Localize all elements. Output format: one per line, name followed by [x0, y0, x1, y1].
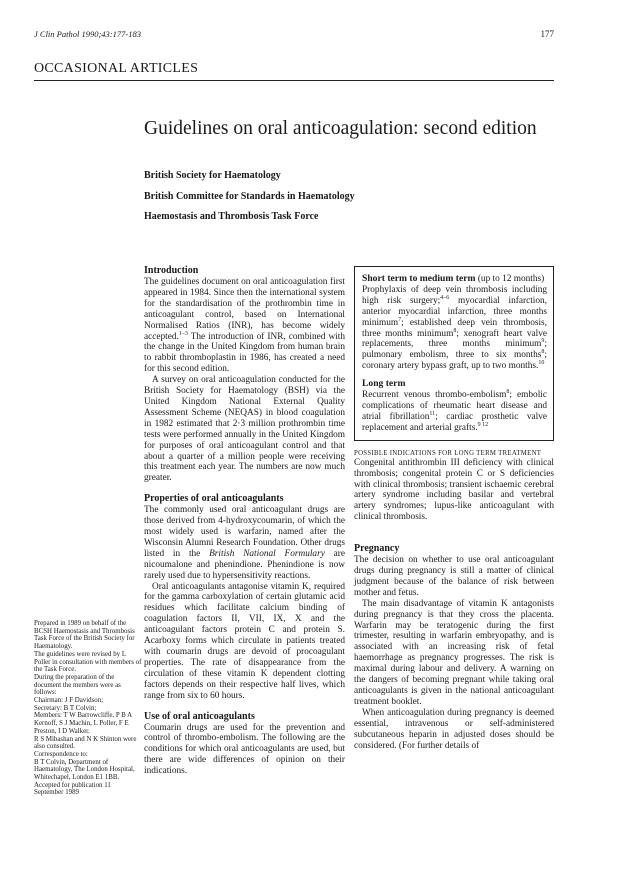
correspondence-address: B T Colvin, Department of Haematology, The London Hospital, Whitechapel, London E1 1BB. — [34, 758, 135, 782]
journal-reference: J Clin Pathol 1990;43:177-183 — [34, 29, 141, 39]
revised-note: The guidelines were revised by L Poller in consultation with members of the Task Force. — [34, 650, 142, 674]
author-line-3: Haemostasis and Thrombosis Task Force — [144, 211, 319, 222]
article-title: Guidelines on oral anticoagulation: second edition — [144, 118, 537, 139]
page-number: 177 — [540, 29, 554, 39]
short-term-ref-2: 7 — [398, 316, 402, 323]
short-term-text-d: ; xenograft heart valve replacements, three months minimum — [362, 328, 548, 350]
long-term-text-c: ; cardiac prosthetic valve replacement and arterial grafts. — [362, 411, 548, 433]
author-line-2: British Committee for Standards in Haematology — [144, 191, 355, 202]
properties-heading: Properties of oral anticoagulants — [144, 493, 284, 505]
long-term-text — [362, 390, 547, 434]
short-term-ref-4: 9 — [541, 338, 545, 345]
introduction-paragraph-1 — [144, 277, 345, 375]
pregnancy-heading: Pregnancy — [354, 543, 400, 555]
introduction-reference: 1–3 — [178, 330, 188, 337]
short-term-ref-3: 8 — [453, 327, 457, 334]
short-term-text-f: ; coronary artery bypass graft, up to two months. — [362, 350, 547, 372]
secretary-note: Secretary: B T Colvin; — [34, 704, 97, 712]
chairman-note: Chairman: J F Davidson; — [34, 697, 104, 705]
short-term-text-a: Prophylaxis of deep vein thrombosis including high risk surgery; — [362, 284, 547, 306]
marginal-notes — [34, 620, 142, 797]
long-term-ref-3: 9 12 — [477, 421, 489, 428]
short-term-text-e: ; pulmonary embolism, three to six months — [362, 339, 547, 361]
accepted-note: Accepted for publication 11 September 1989 — [34, 781, 111, 797]
introduction-paragraph-2: A survey on oral anticoagulation conducted for the British Society for Haematology (BSH) via the United Kingdom National External Quality Assessment Scheme (NEQAS) in blood coagulation in 1982 estimated that 2·3 million prothrombin time tests were performed annually in the United Kingdom for purposes of oral anticoagulant control and that about a quarter of a million people were receiving this treatment each year. The numbers are now much greater. — [144, 375, 345, 484]
correspondence-label: Correspondence to: — [34, 750, 88, 758]
short-term-text-b: myocardial infarction, anterior myocardial infarction, three months minimum — [362, 295, 547, 328]
long-term-text-a: Recurrent venous thrombo-embolism — [362, 390, 507, 401]
members-list-note: Members: T W Barrowcliffe, P B A Kernoff, S J Machin, L Poller, F E Preston, I D Walker. — [34, 712, 132, 735]
short-term-ref-1: 4–6 — [440, 294, 450, 301]
pregnancy-paragraph-1: The decision on whether to use oral anticoagulant drugs during pregnancy is still a matter of clinical judgment because of the balance of risk between mother and fetus. — [354, 555, 554, 598]
properties-text-1a: The commonly used oral anticoagulant drugs are those derived from 4-hydroxycoumarin, of which the most widely used is warfarin, named after the Wisconsin Alumni Research Foundation. Other drugs listed in the — [144, 505, 345, 559]
introduction-text-1a: The guidelines document on oral anticoagulation first appeared in 1984. Since then the international system for the standardisation of the prothrombin time in anticoagulant control, based on International Normalised Ratios (INR), has become widely accepted. — [144, 277, 345, 342]
consulted-note: R S Mibashan and N K Shinton were also consulted. — [34, 735, 137, 751]
short-term-text-c: ; established deep vein thrombosis, three months minimum — [362, 317, 547, 339]
prepared-note: Prepared in 1989 on behalf of the BCSH Haemostasis and Thrombosis Task Force of the British Society for Haematology. — [34, 620, 135, 651]
pregnancy-paragraph-3: When anticoagulation during pregnancy is deemed essential, intravenous or self-administered subcutaneous heparin in adjusted doses should be considered. (For further details of — [354, 707, 554, 751]
long-term-ref-1: 8 — [506, 388, 510, 395]
left-column — [144, 265, 345, 777]
use-paragraph-1: Coumarin drugs are used for the prevention and control of thrombo-embolism. The following are the conditions for which oral anticoagulants are used, but there are wide differences of opinion on their indications. — [144, 722, 345, 777]
section-divider — [34, 80, 554, 81]
introduction-heading: Introduction — [144, 265, 199, 276]
right-column — [354, 266, 554, 751]
pregnancy-paragraph-2: The main disadvantage of vitamin K antagonists during pregnancy is that they cross the placenta. Warfarin may be teratogenic during the first trimester, resulting in warfarin embryopathy, and is associated with an increasing risk of fetal haemorrhage as pregnancy progresses. The risk is maximal during labour and delivery. A warning on the dangers of becoming pregnant while taking oral anticoagulants is given in the national anticoagulant treatment booklet. — [354, 598, 554, 707]
long-term-ref-2: 11 — [429, 410, 436, 417]
short-term-heading: Short term to medium term — [362, 273, 476, 284]
short-term-ref-6: 10 — [538, 360, 545, 367]
properties-text-1b: are nicoumalone and phenindione. Phenindione is now rarely used due to hypersensitivity reactions. — [144, 548, 345, 581]
indications-box — [354, 266, 554, 441]
introduction-text-1b: The introduction of INR, combined with the change in the United Kingdom from human brain to rabbit thromboplastin in 1986, has created a need for this second edition. — [144, 331, 345, 375]
properties-formulary-title: British National Formulary — [209, 548, 325, 559]
long-term-heading: Long term — [362, 378, 406, 390]
short-term-text — [362, 285, 547, 372]
section-heading: OCCASIONAL ARTICLES — [34, 61, 199, 76]
properties-paragraph-1 — [144, 505, 345, 581]
use-heading: Use of oral anticoagulants — [144, 710, 255, 722]
possible-indications-text: Congenital antithrombin III deficiency with clinical thrombosis; congenital protein C or S deficiencies with clinical thrombosis; transient ischaemic cerebral artery syndrome including basilar and vertebral artery syndromes; lupus-like anticoagulant with clinical thrombosis. — [354, 457, 554, 523]
properties-paragraph-2: Oral anticoagulants antagonise vitamin K, required for the gamma carboxylation of certain glutamic acid residues which facilitate calcium binding of coagulation factors II, VII, IX, X and the anticoagulant factors protein C and protein S. Acarboxy forms which circulate in patients treated with coumarin drugs are devoid of procoagulant properties. The rate of disappearance from the circulation of these vitamin K dependent clotting factors depends on their respective half lives, which range from six to 60 hours. — [144, 581, 345, 701]
short-term-ref-5: 8 — [541, 349, 545, 356]
long-term-text-b: ; embolic complications of rheumatic heart disease and atrial fibrillation — [362, 390, 547, 422]
author-line-1: British Society for Haematology — [144, 170, 281, 181]
short-term-duration: (up to 12 months) — [475, 274, 545, 284]
members-note: During the preparation of the document the members were as follows: — [34, 673, 121, 697]
possible-indications-label: POSSIBLE INDICATIONS FOR LONG TERM TREATMENT — [354, 449, 542, 457]
